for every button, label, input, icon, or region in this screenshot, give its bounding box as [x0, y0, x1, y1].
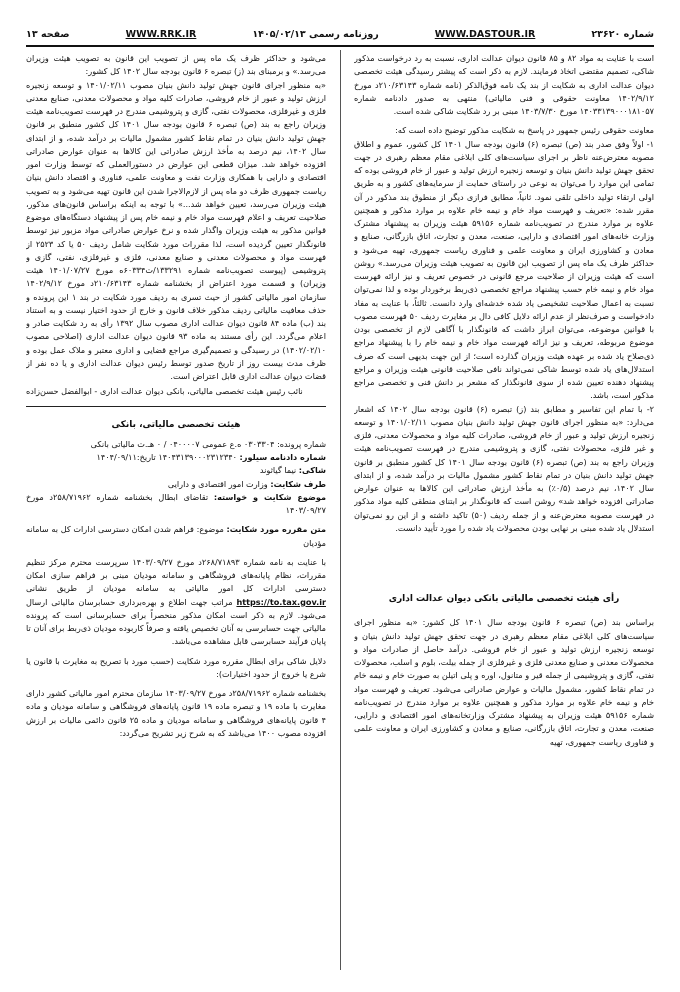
paragraph: است با عنایت به مواد ۸۲ و ۸۵ قانون دیوان عدالت اداری، نسبت به رد درخواست مذکور شاکی، تصمیم مقتضی اتخاذ فرمایند. لازم به ذکر است که پیشتر رسیدگی هیئت تخصصی دیوان عدالت اداری به شکایت از بند یک نامه فوق‌الذکر (نامه شماره ۲۱۰/۶۳۱۴۳د مورخ ۱۴۰۲/۹/۱۲ معاونت حقوقی و فنی مالیاتی) منتهی به صدور دادنامه شماره ۱۴۰۳۳۱۳۹۰۰۰۱۸۱۰۵۷ مورخ ۱۴۰۳/۷/۳۰ مبنی بر رد شکایت شاکی شده است.: [354, 53, 654, 116]
left-column: [26, 52, 326, 970]
paragraph-part: با عنایت به نامه شماره ۲۶۸/۷۱۸۹۳د مورخ ۱۴۰۳/۰۹/۲۷ سرپرست محترم مرکز تنظیم مقررات، نظام پایانه‌های فروشگاهی و سامانه مودیان مبنی بر فراهم سازی امکان دسترسی ادارات کل امور مالیاتی به سامانه مودیان از طریق نشانی: [26, 556, 326, 594]
paragraph: می‌شود و حداکثر ظرف یک ماه پس از تصویب این قانون به تصویب هیئت وزیران می‌رسد.» و برمبنای بند (ز) تبصره ۶ قانون بودجه سال ۱۴۰۲ کل کشور:: [26, 53, 326, 77]
subject-line: [26, 491, 326, 518]
section-heading: هیئت تخصصی مالیاتی، بانکی: [111, 419, 241, 430]
ruling-value: ۱۴۰۴۳۱۳۹۰۰۰۲۳۱۲۳۴۰ تاریخ:۱۴۰۴/۰۹/۱۱: [96, 452, 237, 462]
ruling-number-line: [26, 451, 326, 464]
right-column: [354, 52, 654, 970]
paragraph: [26, 556, 326, 649]
issue-number: شماره ۲۳۶۲۰: [591, 28, 654, 40]
disputed-text-line: [26, 523, 326, 550]
page-header: [26, 22, 654, 46]
defendant-value: وزارت امور اقتصادی و دارایی: [167, 478, 268, 489]
plaintiff-label: شاکی:: [298, 465, 326, 476]
section-divider: [26, 406, 326, 407]
defendant-label: طرف شکایت:: [270, 478, 326, 489]
case-number: شماره پرونده: ۰۳۰۳۳۰۴ ه.ع عمومی ۰۴۰۰۰۰۷ / ۰ هـ.ت مالیاتی بانکی: [90, 438, 326, 449]
paragraph: براساس بند (ص) تبصره ۶ قانون بودجه سال ۱۴۰۱ کل کشور: «به منظور اجرای سیاست‌های کلی ابلاغی مقام معظم رهبری در جهت تحقق جهش تولید دانش بنیان و توسعه زنجیره ارزش تولید و عبور از خام فروشی. درآمد حاصل از صادرات مواد و محصولات معدنی و صنایع معدنی فلزی و غیرفلزی از جمله بیلت، بلوم و اسلب، محصولات نفتی، گازی و پتروشیمی از جمله قیر و متانول، اوره و پلی اتیلن به صورت خام و نیمه خام در تمام نقاط کشور، مشمول مالیات و عوارض صادراتی می‌شود. تعریف و فهرست مواد خام و نیمه خام علاوه بر موارد مذکور و همچنین علاوه بر موارد مندرج در تصویب‌نامه شماره ۵۹۱۵۶ هیئت وزیران به پیشنهاد مشترک وزارتخانه‌های امور اقتصادی و دارایی، صنعت، معدن و تجارت، اتاق بازرگانی، صنایع و معادن و کشاورزی ایران و معاونت علمی و فناوری ریاست جمهوری، تهیه: [354, 617, 654, 747]
column-separator: [340, 50, 341, 970]
plaintiff-value: نیما گیاثوند: [259, 465, 297, 476]
paragraph: «به منظور اجرای قانون جهش تولید دانش بنیان مصوب ۱۴۰۱/۰۲/۱۱ و توسعه زنجیره ارزش تولید و عبور از خام فروشی، صادرات کلیه مواد و محصولات معدنی، صنایع معدنی فلزی و غیرفلزی، محصولات نفتی، گازی و پتروشیمی مندرج در فهرست تصویب‌نامه هیئت وزیران راجع به بند (ص) تبصره ۶ قانون بودجه سال ۱۴۰۱ کل کشور منطبق بر قانون جهش تولید دانش بنیان در تمام نقاط کشور مشمول مالیات بر درآمد شده، و از ابتدای سال ۱۴۰۲، نیم درصد به مأخذ ارزش صادراتی این کالاها به عنوان عوارض صادراتی افزوده خواهد شد. میزان قطعی این عوارض در دستورالعملی که توسط وزارت امور اقتصادی و دارایی با همکاری وزارت نفت و معاونت علمی، فناوری و اقتصاد دانش بنیان ریاست جمهوری ظرف دو ماه پس از لازم‌الاجرا شدن این قانون تهیه می‌شود و به تصویب هیئت وزیران می‌رسد، تعیین خواهد شد...» با توجه به اینکه براساس قانون‌های مذکور، صلاحیت تعریف و اعلام فهرست مواد خام و نیمه خام پس از پیشنهاد دستگاه‌های موضوع قوانین مذکور به هیئت وزیران واگذار شده و نرخ عوارض صادراتی مواد مزبور نیز توسط قانونگذار تعیین گردیده است، لذا مقررات مورد شکایت شامل ردیف ۵۰ یا کد ۲۵۲۳ از فهرست مواد و محصولات معدنی و صنایع معدنی، فلزی و غیرفلزی، نفتی، گازی و پتروشیمی (پیوست تصویب‌نامه شماره ۱۳۳۲۹۱/ت۶۰۳۳۴ه مورخ ۱۴۰۱/۰۷/۲۷ هیئت وزیران) و قسمت مورد اعتراض از بخشنامه شماره ۲۱۰/۶۳۱۴۳د مورخ ۱۴۰۲/۹/۱۲ سازمان امور مالیاتی کشور از حیث تسری به ردیف مورد شکایت در بند ۱ این پرونده و حذف معافیت مالیاتی ردیف مذکور خلاف قانون و خارج از حدود اختیار نیست و به استناد بند (ب) ماده ۸۴ قانون دیوان عدالت اداری مصوب سال ۱۳۹۲ رأی به رد شکایت صادر و اعلام می‌گردد. این رأی مستند به ماده ۹۳ قانون دیوان عدالت اداری (اصلاحی مصوب ۱۴۰۲/۰۲/۱۰) در رسیدگی و تصمیم‌گیری مراجع قضایی و اداری معتبر و ملاک عمل بوده و ظرف مدت بیست روز از تاریخ صدور توسط رئیس دیوان عدالت اداری و یا ده نفر از قضات دیوان عدالت اداری قابل اعتراض است.: [26, 79, 326, 381]
dastour-site-link[interactable]: WWW.DASTOUR.IR: [434, 28, 536, 40]
disputed-text-value: موضوع: فراهم شدن امکان دسترسی ادارات کل به سامانه مؤدیان: [26, 524, 326, 548]
signature-line: نائب رئیس هیئت تخصصی مالیاتی، بانکی دیوان عدالت اداری - ابوالفضل حسن‌زاده: [26, 386, 303, 397]
subject-value: تقاضای ابطال بخشنامه شماره ۲۵۸/۷۱۹۶۲د مورخ ۱۴۰۳/۰۹/۲۷: [26, 491, 326, 515]
defendant-line: [26, 478, 326, 491]
paragraph: ۱- اولاً وفق صدر بند (ص) تبصره (۶) قانون بودجه سال ۱۴۰۱ کل کشور، عموم و اطلاق مصوبه معترض‌عنه ناظر بر اجرای سیاست‌های کلی ابلاغی مقام معظم رهبری در جهت تحقق جهش تولید دانش بنیان و توسعه زنجیره ارزش تولید و عبور از خام فروشی بوده که تمامی این موارد را می‌توان به نوعی در راستای حمایت از سرمایه‌های کشور و به طریق اولی ارتقاء تولید داخلی تلقی نمود. ثانیاً، مطابق فرازی دیگر از منطوق بند مذکور در آن مقرر شده: «تعریف و فهرست مواد خام و نیمه خام علاوه بر موارد مذکور و همچنین علاوه بر موارد مندرج در تصویب‌نامه شماره ۵۹۱۵۶ هیئت وزیران به پیشنهاد مشترک وزارت خانه‌های امور اقتصادی و دارایی، صنعت، معدن و تجارت، اتاق بازرگانی، صنایع و معادن و کشاورزی ایران و معاونت علمی و فناوری ریاست جمهوری، تهیه می‌شود و حداکثر ظرف یک ماه پس از تصویب این قانون به تصویب هیئت وزیران می‌رسد.» روشن است که هیئت وزیران از صلاحیت مرجع قانونی در خصوص تعریف و نیز ارائه فهرست مواد خام و نیمه خام حسب پیشنهاد مراجع تخصصی ذی‌ربط برخوردار بوده و لذا نمی‌توان نسبت به اعمال صلاحیت تشخیصی یاد شده خدشه‌ای وارد دانست. ثالثاً، با عنایت به مفاد دادخواست و صرف‌نظر از عدم ارائه دلایل کافی دال بر مغایرت ردیف ۵۰ فهرست مصوب با قوانین موضوعه، می‌توان ابراز داشت که قانونگذار با آگاهی لازم از تخصصی بودن موضوع مربوطه، تعریف و نیز ارائه فهرست مواد خام و نیمه خام را با پیشنهاد مراجع ذی‌صلاح یاد شده بر عهده هیئت وزیران گذارده است؛ از این جهت بدیهی است که صرف استدلال‌های یاد شده توسط شاکی نمی‌تواند نافی صلاحیت قانونی هیئت وزیران و مراجع پیشنهاد دهنده تعیین شده از سوی قانونگذار که مشعر بر دانش فنی و تخصصی مراجع مذکور است، باشد.: [354, 138, 654, 401]
rrk-site-link[interactable]: WWW.RRK.IR: [125, 28, 197, 40]
disputed-text-label: متن مقرره مورد شکایت:: [226, 524, 326, 535]
header-rule: [26, 45, 654, 47]
gazette-date: روزنامه رسمی ۱۴۰۵/۰۲/۱۳: [252, 28, 379, 40]
tax-portal-link[interactable]: https://to.tax.gov.ir: [236, 596, 326, 607]
ruling-label: شماره دادنامه سیلور:: [239, 452, 326, 462]
paragraph: بخشنامه شماره ۲۵۸/۷۱۹۶۲د مورخ ۱۴۰۳/۰۹/۲۷ سازمان محترم امور مالیاتی کشور دارای مغایرت با ماده ۱۹ و تبصره ماده ۱۹ قانون پایانه‌های فروشگاهی و سامانه مودیان و ماده ۴ قانون پایانه‌های فروشگاهی و سامانه مودیان و ماده ۲۵ قانون دائمی مالیات بر ارزش افزوده مصوب ۱۴۰۰ می‌باشد که به شرح زیر تشریح می‌گردد:: [26, 688, 326, 738]
paragraph: دلایل شاکی برای ابطال مقرره مورد شکایت (حسب مورد با تصریح به مغایرت با قانون یا شرع یا خروج از حدود اختیارات):: [26, 655, 326, 679]
ruling-heading: رأی هیئت تخصصی مالیاتی بانکی دیوان عدالت اداری: [388, 594, 620, 604]
plaintiff-line: [26, 464, 326, 477]
subject-label: موضوع شکایت و خواسته:: [213, 491, 326, 502]
paragraph: معاونت حقوقی رئیس جمهور در پاسخ به شکایت مذکور توضیح داده است که:: [395, 125, 654, 136]
paragraph: ۲- با تمام این تفاسیر و مطابق بند (ز) تبصره (۶) قانون بودجه سال ۱۴۰۲ که اشعار می‌دارد: «به منظور اجرای قانون جهش تولید دانش بنیان مصوب ۱۴۰۱/۰۲/۱۱ و توسعه زنجیره ارزش تولید و عبور از خام فروشی، صادرات کلیه مواد و محصولات معدنی، فلزی و غیر فلزی، محصولات نفتی، گازی و پتروشیمی مندرج در فهرست تصویب‌نامه هیئت وزیران راجع به بند (ص) تبصره (۶) قانون بودجه سال ۱۴۰۱ کل کشور منطبق بر قانون جهش تولید دانش بنیان در تمام نقاط کشور مشمول مالیات بر درآمد شده، و از ابتدای سال ۱۴۰۲، نیم درصد (۰/۵٪) به مأخذ ارزش صادراتی این کالاها به عنوان عوارض صادراتی افزوده خواهد شد» روشن است که قانونگذار بر ابتنای منطقی کلیه مواد مذکور در فهرست مصوبه معترض‌عنه و از جمله ردیف (۵۰) تاکید داشته و از این رو نمی‌توان استدلال یاد شده مبنی بر نهایی بودن محصولات یاد شده را مورد تأیید دانست.: [354, 403, 654, 533]
page-number: صفحه ۱۳: [26, 28, 70, 40]
paragraph-part: مراتب جهت اطلاع و بهره‌برداری حسابرسان مالیاتی ارسال می‌شود. لازم به ذکر است امکان مذکور منحصراً برای حسابرسانی است که پرونده مالیاتی جهت حسابرسی به آنان تخصیص یافته و صرفاً کاربوده مودیان ذی‌ربط برای آنان تا پایان فرآیند حسابرسی قابل مشاهده می‌باشد.: [26, 596, 326, 647]
